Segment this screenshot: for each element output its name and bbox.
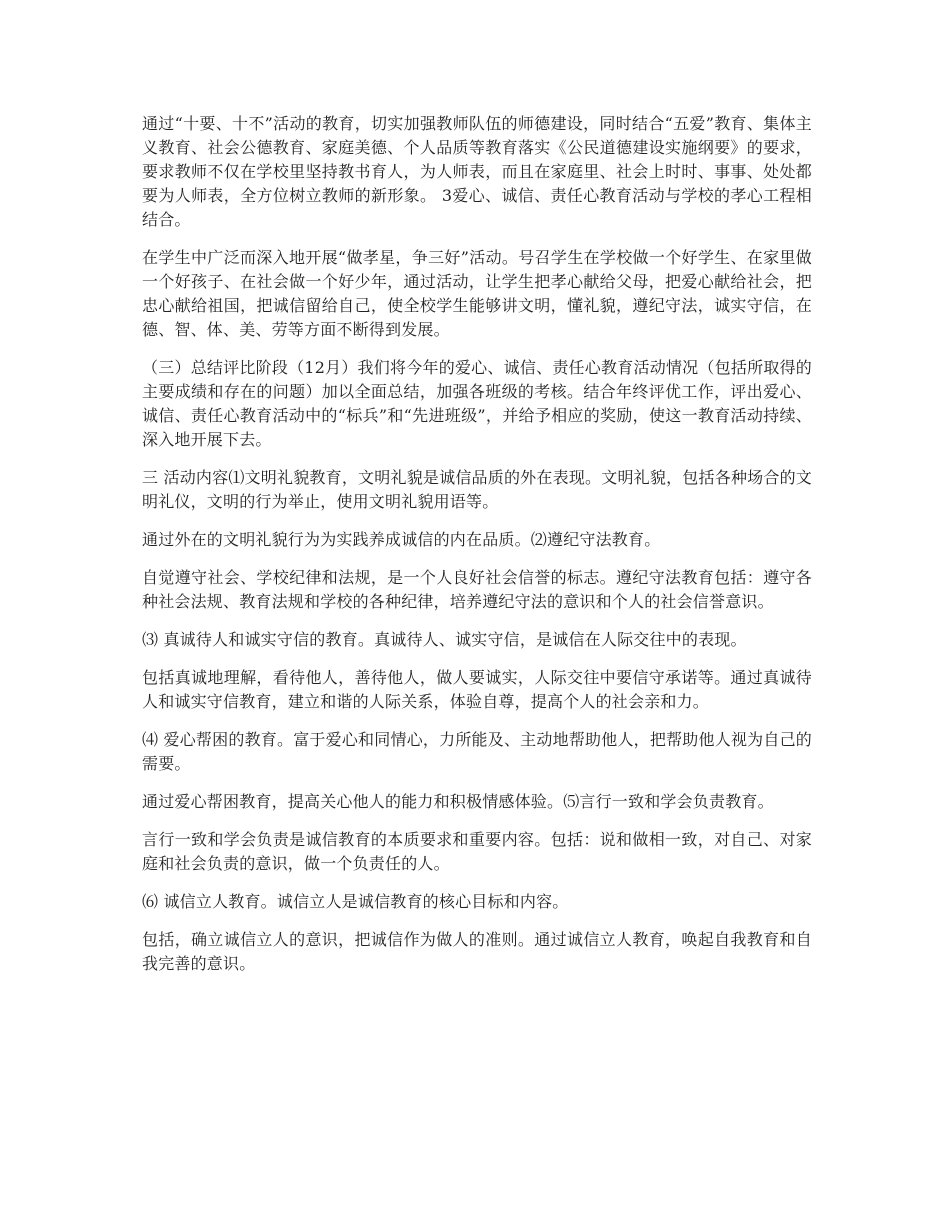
paragraph-activity-content-civility: 三 活动内容⑴文明礼貌教育，文明礼貌是诚信品质的外在表现。文明礼貌，包括各种场合的文明礼仪，文明的行为举止，使用文明礼貌用语等。: [142, 468, 812, 511]
paragraph-teacher-ethics: 通过“十要、十不”活动的教育，切实加强教师队伍的师德建设，同时结合“五爱”教育、集体主义教育、社会公德教育、家庭美德、个人品质等教育落实《公民道德建设实施纲要》的要求，要求教师不仅在学校里坚持教书育人，为人师表，而且在家庭里、社会上时时、事事、处处都要为人师表，全方位树立教师的新形象。 3爱心、诚信、责任心教育活动与学校的孝心工程相结合。: [142, 114, 812, 229]
paragraph-sincerity-details: 包括真诚地理解，看待他人，善待他人，做人要诚实，人际交往中要信守承诺等。通过真诚待人和诚实守信教育，建立和谐的人际关系，体验自尊，提高个人的社会亲和力。: [142, 668, 812, 711]
paragraph-caring-outcome: 通过爱心帮困教育，提高关心他人的能力和积极情感体验。⑸言行一致和学会负责教育。: [142, 792, 774, 811]
paragraph-integrity-details: 包括，确立诚信立人的意识，把诚信作为做人的准则。通过诚信立人教育，唤起自我教育和自我完善的意识。: [142, 930, 812, 973]
paragraph-filial-star-activity: 在学生中广泛而深入地开展“做孝星，争三好”活动。号召学生在学校做一个好学生、在家里做一个好孩子、在社会做一个好少年，通过活动，让学生把孝心献给父母，把爱心献给社会，把忠心献给祖国，把诚信留给自己，使全校学生能够讲文明，懂礼貌，遵纪守法，诚实守信，在德、智、体、美、劳等方面不断得到发展。: [142, 248, 812, 339]
paragraph-responsibility: 言行一致和学会负责是诚信教育的本质要求和重要内容。包括：说和做相一致，对自己、对家庭和社会负责的意识，做一个负责任的人。: [142, 830, 812, 873]
paragraph-sincerity-education: ⑶ 真诚待人和诚实守信的教育。真诚待人、诚实守信，是诚信在人际交往中的表现。: [142, 630, 747, 649]
document-body: [142, 112, 812, 990]
paragraph-civility-practice: 通过外在的文明礼貌行为为实践养成诚信的内在品质。⑵遵纪守法教育。: [142, 530, 661, 549]
paragraph-integrity-core: ⑹ 诚信立人教育。诚信立人是诚信教育的核心目标和内容。: [142, 892, 569, 911]
paragraph-law-abiding: 自觉遵守社会、学校纪律和法规，是一个人良好社会信誉的标志。遵纪守法教育包括：遵守各种社会法规、教育法规和学校的各种纪律，培养遵纪守法的意识和个人的社会信誉意识。: [142, 568, 812, 611]
paragraph-summary-stage: （三）总结评比阶段（12月）我们将今年的爱心、诚信、责任心教育活动情况（包括所取得的主要成绩和存在的问题）加以全面总结，加强各班级的考核。结合年终评优工作，评出爱心、诚信、责任心教育活动中的“标兵”和“先进班级”，并给予相应的奖励，使这一教育活动持续、深入地开展下去。: [142, 358, 812, 449]
paragraph-caring-help: ⑷ 爱心帮困的教育。富于爱心和同情心，力所能及、主动地帮助他人，把帮助他人视为自己的需要。: [142, 730, 812, 773]
